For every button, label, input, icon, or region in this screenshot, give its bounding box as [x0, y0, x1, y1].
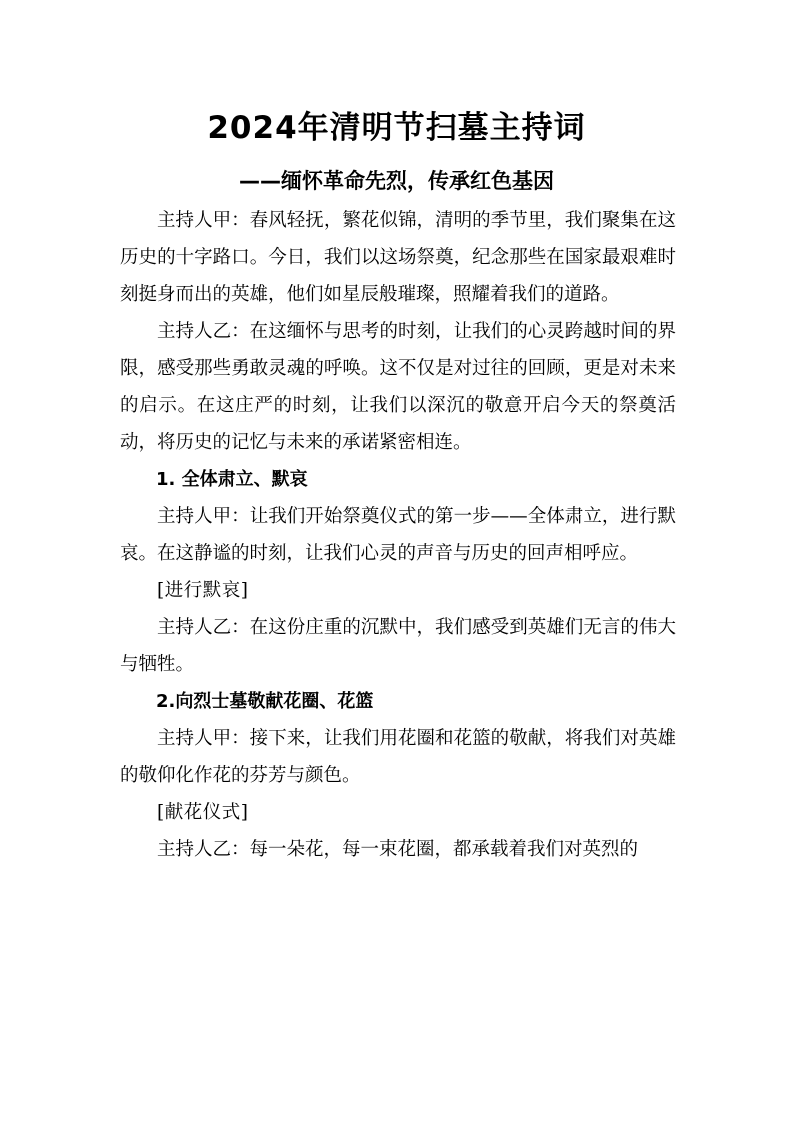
stage-direction-silence: [进行默哀] — [157, 580, 249, 601]
document-body — [120, 202, 676, 868]
section-heading-wreath: 2.向烈士墓敬献花圈、花篮 — [156, 691, 374, 712]
document-subtitle: ——缅怀革命先烈，传承红色基因 — [239, 169, 554, 193]
section-heading-silence: 1. 全体肃立、默哀 — [156, 469, 308, 490]
paragraph-host-b-wreath: 主持人乙：每一朵花，每一束花圈，都承载着我们对英烈的 — [157, 839, 639, 860]
paragraph-host-a-wreath: 主持人甲：接下来，让我们用花圈和花篮的敬献，将我们对英雄的敬仰化作花的芬芳与颜色。 — [120, 728, 676, 786]
document-title: 2024年清明节扫墓主持词 — [207, 110, 586, 146]
paragraph-host-b-silence: 主持人乙：在这份庄重的沉默中，我们感受到英雄们无言的伟大与牺牲。 — [120, 617, 676, 675]
stage-direction-flowers: [献花仪式] — [157, 802, 249, 823]
paragraph-host-b-opening: 主持人乙：在这缅怀与思考的时刻，让我们的心灵跨越时间的界限，感受那些勇敢灵魂的呼唤。这不仅是对过往的回顾，更是对未来的启示。在这庄严的时刻，让我们以深沉的敬意开启今天的祭奠活动，将历史的记忆与未来的承诺紧密相连。 — [120, 321, 676, 453]
paragraph-host-a-silence: 主持人甲：让我们开始祭奠仪式的第一步——全体肃立，进行默哀。在这静谧的时刻，让我们心灵的声音与历史的回声相呼应。 — [120, 506, 676, 564]
paragraph-host-a-opening: 主持人甲：春风轻抚，繁花似锦，清明的季节里，我们聚集在这历史的十字路口。今日，我们以这场祭奠，纪念那些在国家最艰难时刻挺身而出的英雄，他们如星辰般璀璨，照耀着我们的道路。 — [120, 210, 676, 305]
